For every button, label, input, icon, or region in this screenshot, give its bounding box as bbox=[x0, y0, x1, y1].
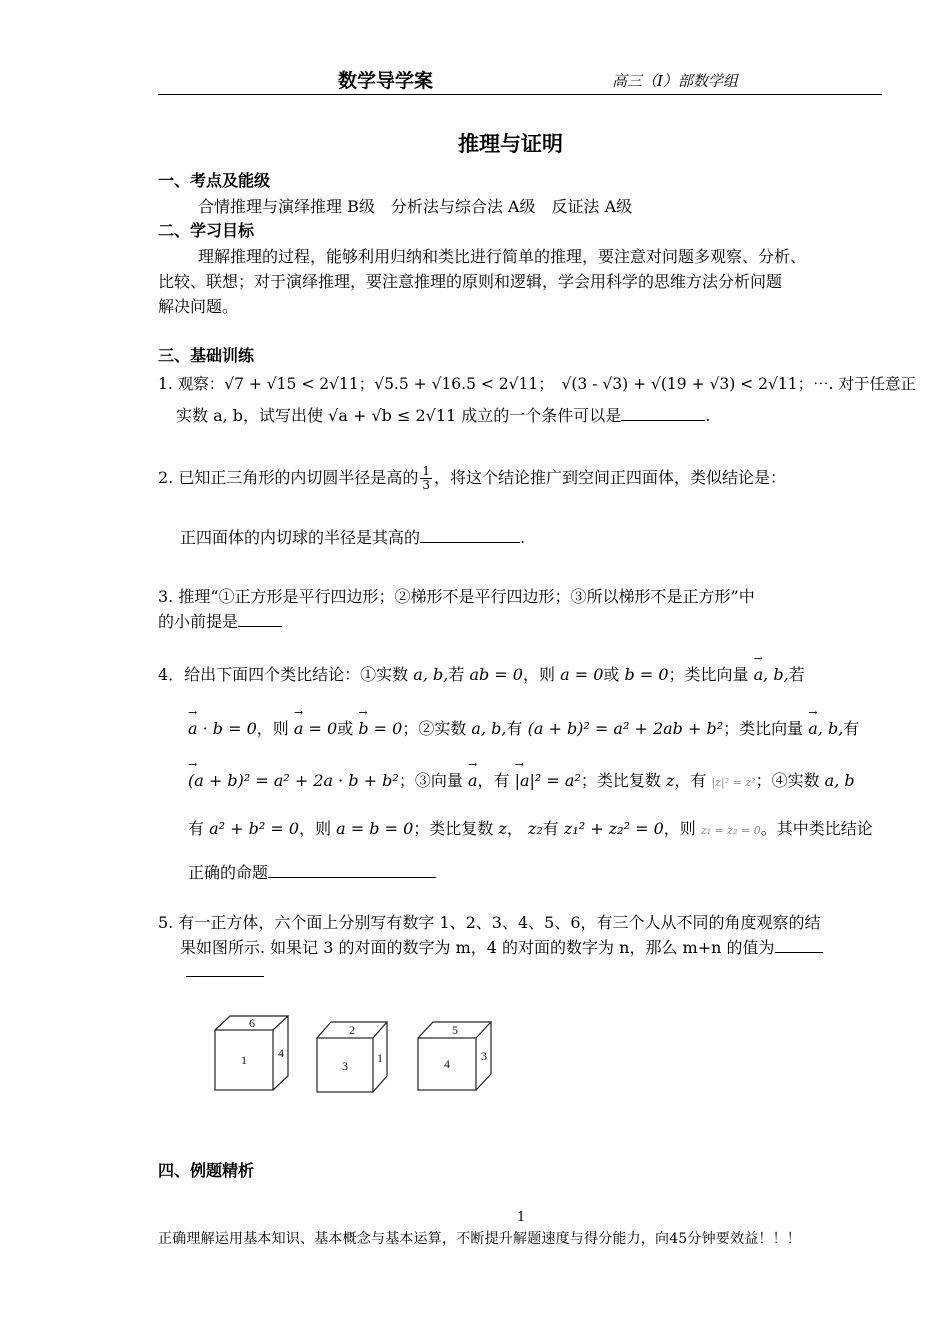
q4-vector: → a = 0 bbox=[294, 719, 337, 738]
fraction-numerator: 1 bbox=[422, 464, 430, 478]
q4-vector: → a, b, bbox=[754, 665, 789, 684]
section-heading-1: 一、考点及能级 bbox=[158, 171, 271, 190]
q4-text: ；类比复数 bbox=[413, 819, 494, 838]
q4-math: z₂ bbox=[527, 819, 543, 838]
question-5-line-2 bbox=[180, 935, 823, 958]
q4-math: ab = 0 bbox=[469, 665, 523, 684]
question-4-line-4 bbox=[188, 816, 873, 839]
q4-vector: → a · b = 0 bbox=[188, 719, 257, 738]
question-1-line-1: 1. 观察：√7 + √15 < 2√11；√5.5 + √16.5 < 2√11； √(3 - √3) + √(19 + √3) < 2√11；⋯. 对于任意正 bbox=[158, 375, 916, 393]
q4-vector: → b = 0 bbox=[358, 719, 402, 738]
question-1-text: 实数 a, b，试写出使 √a + √b ≤ 2√11 成立的一个条件可以是 bbox=[176, 406, 622, 425]
q4-vector: → a, b, bbox=[808, 719, 843, 738]
q4-text: ，有 bbox=[674, 771, 707, 790]
q4-vector: → |a|² = a² bbox=[515, 771, 581, 790]
answer-blank-5a[interactable] bbox=[775, 936, 823, 953]
cube-3-top-label: 5 bbox=[452, 1023, 458, 1037]
q4-text: ；类比复数 bbox=[580, 771, 661, 790]
q4-math: z bbox=[498, 819, 507, 838]
question-3-text: 的小前提是 bbox=[158, 612, 239, 631]
q4-math: a, b, bbox=[413, 665, 449, 684]
question-2-text-cont: ，将这个结论推广到空间正四面体，类似结论是： bbox=[434, 468, 787, 487]
answer-blank-1[interactable] bbox=[621, 404, 705, 421]
q4-text: ，则 bbox=[299, 819, 332, 838]
q4-math: z₁² + z₂² = 0 bbox=[563, 819, 664, 838]
q4-vector: → (a + b)² = a² + 2a · b + b² bbox=[188, 771, 399, 790]
question-3-line-1: 3. 推理“①正方形是平行四边形；②梯形不是平行四边形；③所以梯形不是正方形”中 bbox=[158, 587, 755, 606]
fraction-one-third bbox=[420, 465, 432, 492]
q4-text: ，则 bbox=[663, 819, 696, 838]
q4-math: (a + b)² = a² + 2ab + b² bbox=[527, 719, 724, 738]
q4-vector: → a bbox=[468, 771, 478, 790]
document-title: 推理与证明 bbox=[458, 131, 563, 156]
question-1-end: . bbox=[705, 406, 711, 425]
cube-2-side-label: 1 bbox=[377, 1051, 383, 1065]
q4-text: ， bbox=[506, 819, 523, 838]
q4-text: ，则 bbox=[522, 665, 555, 684]
question-2-text: 2. 已知正三角形的内切圆半径是高的 bbox=[158, 468, 419, 487]
goal-line-2: 比较、联想；对于演绎推理，要注意推理的原则和逻辑，学会用科学的思维方法分析问题 bbox=[158, 272, 783, 291]
goal-line-3: 解决问题。 bbox=[158, 297, 239, 316]
q4-math: z₁ = z₂ = 0 bbox=[700, 824, 761, 837]
answer-blank-5b[interactable] bbox=[186, 960, 264, 977]
q4-text: 有 bbox=[542, 819, 559, 838]
section-heading-4: 四、例题精析 bbox=[158, 1161, 255, 1180]
q4-math: a, b, bbox=[471, 719, 507, 738]
q4-text: 有 bbox=[188, 819, 205, 838]
question-4-line-1 bbox=[158, 662, 805, 685]
cube-1-top-label: 6 bbox=[249, 1016, 255, 1030]
q4-text: 。其中类比结论 bbox=[760, 819, 873, 838]
q4-text: 若 bbox=[788, 665, 805, 684]
cube-figure bbox=[205, 1010, 505, 1095]
q4-text: 正确的命题 bbox=[188, 863, 269, 882]
q4-math: a, b bbox=[824, 771, 855, 790]
q4-text: 4．给出下面四个类比结论：①实数 bbox=[158, 665, 409, 684]
q4-math: a² + b² = 0 bbox=[209, 819, 300, 838]
question-5-text: 果如图所示. 如果记 3 的对面的数字为 m，4 的对面的数字为 n，那么 m+n 的值为 bbox=[180, 938, 775, 957]
header-rule bbox=[158, 94, 882, 95]
question-2-line-2 bbox=[180, 525, 525, 548]
q4-math: a = 0 bbox=[560, 665, 604, 684]
q4-text: ；类比向量 bbox=[723, 719, 804, 738]
question-2-text-2: 正四面体的内切球的半径是其高的 bbox=[180, 528, 421, 547]
footer-motto: 正确理解运用基本知识、基本概念与基本运算，不断提升解题速度与得分能力，向45分钟要效益！！！ bbox=[158, 1231, 802, 1247]
header-title: 数学导学案 bbox=[338, 70, 434, 92]
cube-2-front-label: 3 bbox=[342, 1059, 348, 1073]
page-number: 1 bbox=[517, 1210, 526, 1225]
question-4-line-5 bbox=[188, 860, 436, 883]
question-1-line-2 bbox=[176, 403, 710, 426]
section-heading-3: 三、基础训练 bbox=[158, 346, 255, 365]
q4-math: z bbox=[665, 771, 675, 790]
q4-text: ，则 bbox=[256, 719, 289, 738]
cube-2-top-label: 2 bbox=[349, 1023, 355, 1037]
q4-text: 或 bbox=[603, 665, 620, 684]
question-4-line-3 bbox=[188, 768, 855, 791]
question-3-line-2 bbox=[158, 609, 282, 632]
answer-blank-2[interactable] bbox=[420, 526, 520, 543]
fraction-denominator: 3 bbox=[422, 478, 430, 492]
q4-math: |z|² = z² bbox=[711, 776, 756, 789]
question-2-end: . bbox=[520, 528, 526, 547]
header-group: 高三（Ⅰ）部数学组 bbox=[612, 72, 738, 90]
section-1-content: 合情推理与演绎推理 B级 分析法与综合法 A级 反证法 A级 bbox=[198, 197, 633, 216]
q4-math: b = 0 bbox=[624, 665, 669, 684]
cube-3-side-label: 3 bbox=[481, 1049, 487, 1063]
q4-text: ，有 bbox=[477, 771, 510, 790]
q4-text: ；④实数 bbox=[755, 771, 820, 790]
cube-3-front-label: 4 bbox=[444, 1057, 450, 1071]
q4-text: ；③向量 bbox=[398, 771, 463, 790]
q4-text: 有 bbox=[506, 719, 523, 738]
q4-text: ；②实数 bbox=[402, 719, 467, 738]
question-4-line-2 bbox=[188, 716, 859, 739]
q4-text: ；类比向量 bbox=[668, 665, 749, 684]
cube-1-front-label: 1 bbox=[241, 1053, 247, 1067]
cube-1-side-label: 4 bbox=[278, 1046, 284, 1060]
goal-line-1: 理解推理的过程，能够利用归纳和类比进行简单的推理，要注意对问题多观察、分析、 bbox=[198, 247, 807, 266]
answer-blank-3[interactable] bbox=[238, 610, 282, 627]
answer-blank-4[interactable] bbox=[268, 861, 436, 878]
q4-text: 有 bbox=[843, 719, 860, 738]
q4-text: 或 bbox=[337, 719, 354, 738]
q4-text: 若 bbox=[448, 665, 465, 684]
question-2-line-1 bbox=[158, 465, 786, 492]
question-5-line-1: 5. 有一正方体，六个面上分别写有数字 1、2、3、4、5、6，有三个人从不同的角度观察的结 bbox=[158, 913, 821, 932]
q4-math: a = b = 0 bbox=[336, 819, 414, 838]
section-heading-2: 二、学习目标 bbox=[158, 221, 255, 240]
